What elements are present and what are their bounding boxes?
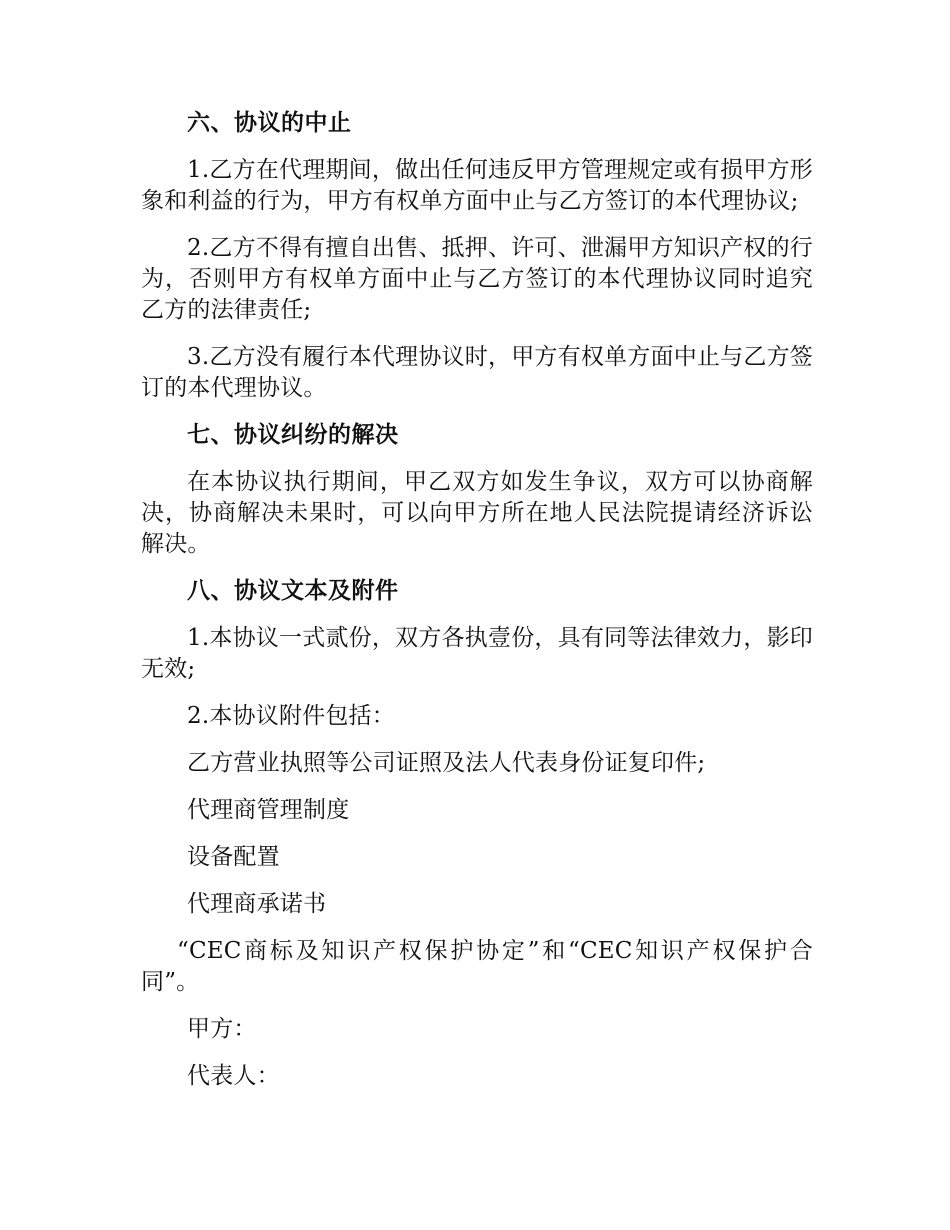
section-heading-attachments: 八、协议文本及附件 (187, 578, 399, 604)
clause-7-body: 在本协议执行期间，甲乙双方如发生争议，双方可以协商解决，协商解决未果时，可以向甲方所在地人民法院提请经济诉讼解决。 (141, 469, 813, 557)
attachment-item-license: 乙方营业执照等公司证照及法人代表身份证复印件; (187, 750, 706, 776)
clause-8-2: 2.本协议附件包括： (187, 703, 395, 729)
attachment-item-equipment: 设备配置 (187, 844, 280, 870)
attachment-item-management-rules: 代理商管理制度 (187, 797, 350, 823)
attachment-item-cec-agreements: “CEC商标及知识产权保护协定”和“CEC知识产权保护合同”。 (141, 938, 813, 995)
document-body (141, 108, 813, 1108)
clause-6-3: 3.乙方没有履行本代理协议时，甲方有权单方面中止与乙方签订的本代理协议。 (141, 344, 813, 401)
signature-party-a: 甲方： (187, 1016, 257, 1042)
clause-8-1: 1.本协议一式贰份，双方各执壹份，具有同等法律效力，影印无效; (141, 625, 813, 682)
section-heading-dispute: 七、协议纠纷的解决 (187, 422, 399, 448)
signature-representative: 代表人： (187, 1063, 280, 1089)
section-heading-suspension: 六、协议的中止 (187, 110, 352, 136)
clause-6-2: 2.乙方不得有擅自出售、抵押、许可、泄漏甲方知识产权的行为，否则甲方有权单方面中止与乙方签订的本代理协议同时追究乙方的法律责任; (141, 235, 813, 323)
clause-6-1: 1.乙方在代理期间，做出任何违反甲方管理规定或有损甲方形象和利益的行为，甲方有权单方面中止与乙方签订的本代理协议; (141, 157, 813, 214)
attachment-item-commitment: 代理商承诺书 (187, 891, 327, 917)
